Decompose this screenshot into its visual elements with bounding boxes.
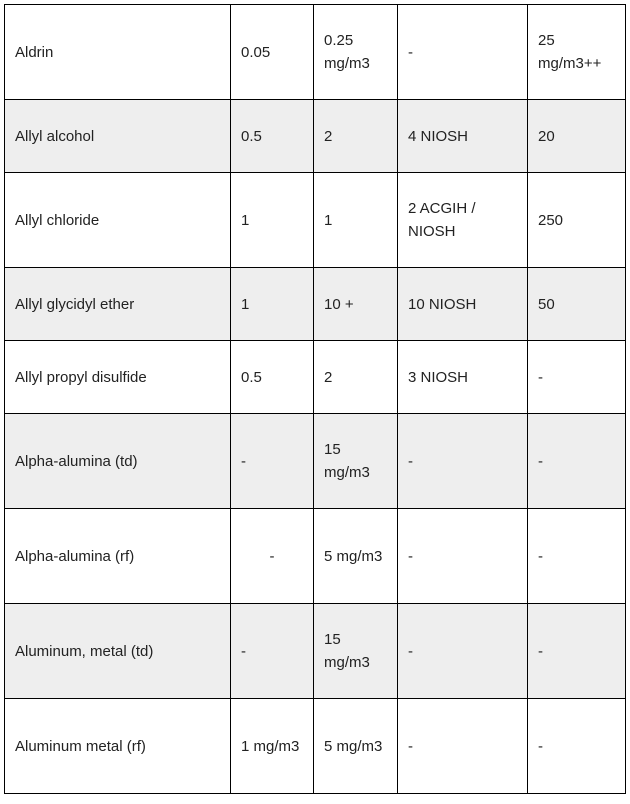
value-cell: 50 <box>528 268 626 341</box>
table-row <box>5 699 626 794</box>
value-cell: 0.5 <box>231 341 314 414</box>
value-cell: - <box>528 699 626 794</box>
value-cell: 10 + <box>314 268 398 341</box>
value-cell: 1 mg/m3 <box>231 699 314 794</box>
table-row <box>5 5 626 100</box>
value-cell: 5 mg/m3 <box>314 509 398 604</box>
value-cell: - <box>528 604 626 699</box>
substance-cell: Allyl chloride <box>5 173 231 268</box>
value-cell: - <box>231 414 314 509</box>
value-cell: 2 <box>314 100 398 173</box>
table-row <box>5 341 626 414</box>
table-row <box>5 100 626 173</box>
value-cell: 15 mg/m3 <box>314 414 398 509</box>
substance-cell: Aldrin <box>5 5 231 100</box>
value-cell: 2 <box>314 341 398 414</box>
substance-cell: Allyl glycidyl ether <box>5 268 231 341</box>
value-cell: 0.25 mg/m3 <box>314 5 398 100</box>
value-cell: 4 NIOSH <box>398 100 528 173</box>
value-cell: 0.5 <box>231 100 314 173</box>
value-cell: - <box>398 5 528 100</box>
value-cell: 3 NIOSH <box>398 341 528 414</box>
value-cell: - <box>528 509 626 604</box>
value-cell: 1 <box>231 268 314 341</box>
value-cell: - <box>398 509 528 604</box>
substance-cell: Aluminum metal (rf) <box>5 699 231 794</box>
value-cell: - <box>231 604 314 699</box>
exposure-limits-table <box>4 4 626 794</box>
substance-cell: Aluminum, metal (td) <box>5 604 231 699</box>
substance-cell: Alpha-alumina (td) <box>5 414 231 509</box>
value-cell: 20 <box>528 100 626 173</box>
value-cell: - <box>528 414 626 509</box>
table-row <box>5 604 626 699</box>
table-row <box>5 414 626 509</box>
value-cell: 1 <box>314 173 398 268</box>
value-cell: 5 mg/m3 <box>314 699 398 794</box>
value-cell: 2 ACGIH / NIOSH <box>398 173 528 268</box>
value-cell: 25 mg/m3++ <box>528 5 626 100</box>
table-row <box>5 268 626 341</box>
value-cell: 0.05 <box>231 5 314 100</box>
substance-cell: Alpha-alumina (rf) <box>5 509 231 604</box>
value-cell: - <box>398 604 528 699</box>
exposure-limits-table-container <box>4 4 626 794</box>
value-cell: 1 <box>231 173 314 268</box>
value-cell: 15 mg/m3 <box>314 604 398 699</box>
value-cell: - <box>528 341 626 414</box>
value-cell: 10 NIOSH <box>398 268 528 341</box>
value-cell: - <box>231 509 314 604</box>
table-row <box>5 173 626 268</box>
substance-cell: Allyl alcohol <box>5 100 231 173</box>
value-cell: - <box>398 699 528 794</box>
value-cell: 250 <box>528 173 626 268</box>
table-row <box>5 509 626 604</box>
value-cell: - <box>398 414 528 509</box>
substance-cell: Allyl propyl disulfide <box>5 341 231 414</box>
